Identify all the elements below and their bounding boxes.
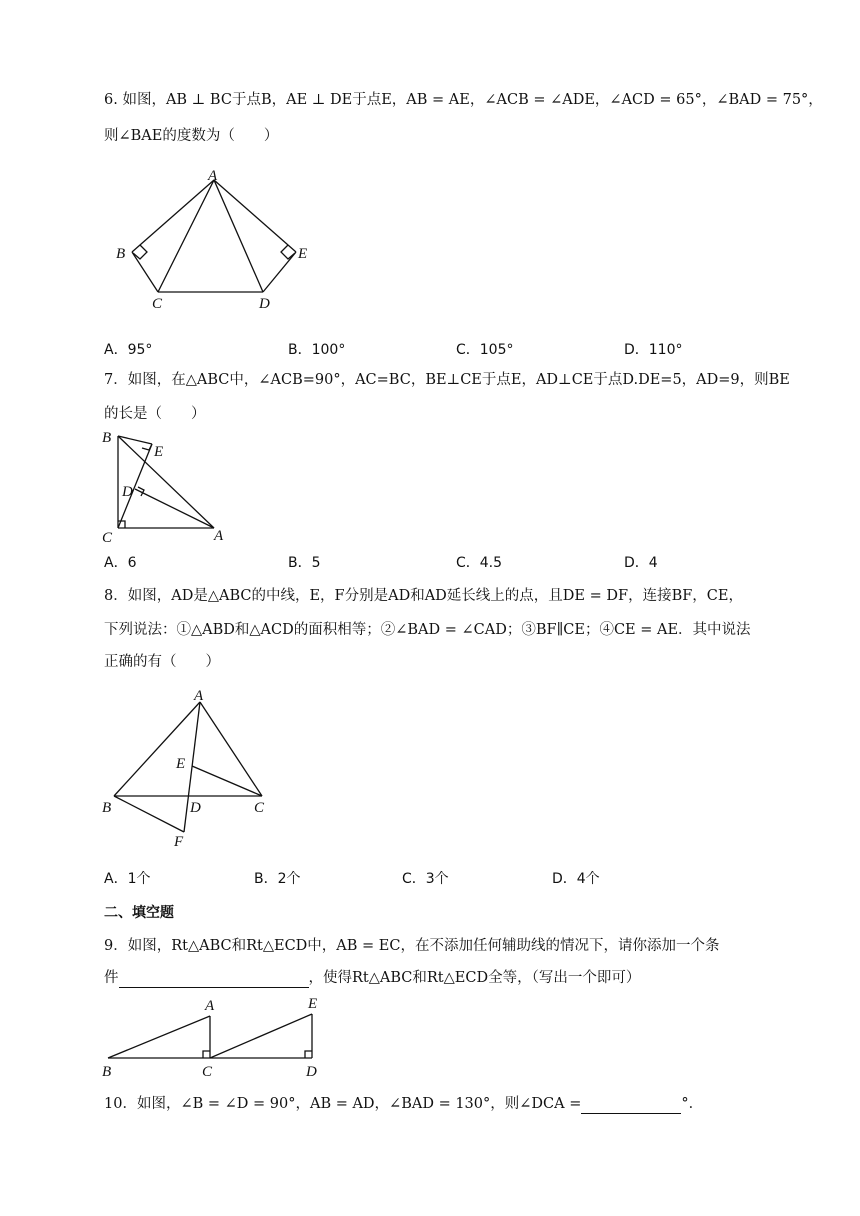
q8-label-e: E xyxy=(176,756,186,772)
q6-option-c: C．105° xyxy=(456,342,514,358)
q8-label-c: C xyxy=(254,800,265,816)
q6-label-c: C xyxy=(152,296,163,312)
q9-line2-pre: 件 xyxy=(104,970,119,986)
q6-label-b: B xyxy=(116,246,126,262)
q9-line2 xyxy=(104,968,640,988)
q6-figure xyxy=(110,168,310,312)
q6-line2: 则∠BAE的度数为（ ） xyxy=(104,128,279,144)
q9-label-c: C xyxy=(202,1064,213,1080)
q7-option-a: A．6 xyxy=(104,555,137,571)
q9-label-a: A xyxy=(205,998,215,1014)
q8-label-f: F xyxy=(174,834,184,850)
q8-figure xyxy=(100,684,300,854)
q10-answer-blank[interactable] xyxy=(581,1097,681,1114)
q8-label-d: D xyxy=(190,800,201,816)
q8-line1: 8．如图，AD是△ABC的中线，E，F分别是AD和AD延长线上的点，且DE = DF，连接BF，CE， xyxy=(104,588,743,604)
q7-option-b: B．5 xyxy=(288,555,321,571)
q6-line1: 6. 如图，AB ⊥ BC于点B，AE ⊥ DE于点E，AB = AE，∠ACB = ∠ADE，∠ACD = 65°，∠BAD = 75°， xyxy=(104,92,823,108)
q9-label-e: E xyxy=(308,996,318,1012)
q9-answer-blank[interactable] xyxy=(119,971,309,988)
q6-label-e: E xyxy=(298,246,308,262)
q7-line1: 7．如图，在△ABC中，∠ACB=90°，AC=BC，BE⊥CE于点E，AD⊥CE于点D.DE=5，AD=9，则BE xyxy=(104,372,790,388)
q7-label-c: C xyxy=(102,530,113,546)
q10-text-pre: 10．如图，∠B = ∠D = 90°，AB = AD，∠BAD = 130°，则∠DCA = xyxy=(104,1096,582,1112)
q7-label-d: D xyxy=(122,484,133,500)
q6-option-a: A．95° xyxy=(104,342,153,358)
q6-option-d: D．110° xyxy=(624,342,683,358)
q9-line1: 9．如图，Rt△ABC和Rt△ECD中，AB = EC，在不添加任何辅助线的情况下，请你添加一个条 xyxy=(104,938,720,954)
q8-line3: 正确的有（ ） xyxy=(104,654,220,670)
q9-label-d: D xyxy=(306,1064,317,1080)
q8-option-d: D．4个 xyxy=(552,871,600,887)
q10-text-post: °． xyxy=(681,1096,704,1112)
q9-line2-post: ，使得Rt△ABC和Rt△ECD全等，（写出一个即可） xyxy=(308,970,641,986)
q8-option-a: A．1个 xyxy=(104,871,151,887)
q8-label-b: B xyxy=(102,800,112,816)
q6-option-b: B．100° xyxy=(288,342,346,358)
q9-label-b: B xyxy=(102,1064,112,1080)
q8-line2: 下列说法：①△ABD和△ACD的面积相等；②∠BAD = ∠CAD；③BF∥CE；④CE = AE．其中说法 xyxy=(104,622,751,638)
q7-label-b: B xyxy=(102,430,112,446)
q7-line2: 的长是（ ） xyxy=(104,406,206,422)
q6-label-d: D xyxy=(259,296,270,312)
q8-option-b: B．2个 xyxy=(254,871,301,887)
q8-option-c: C．3个 xyxy=(402,871,449,887)
q7-option-d: D．4 xyxy=(624,555,658,571)
section-title-fill-in: 二、填空题 xyxy=(104,905,174,921)
q7-label-a: A xyxy=(214,528,224,544)
q9-figure xyxy=(100,996,330,1080)
q7-option-c: C．4.5 xyxy=(456,555,503,571)
q6-label-a: A xyxy=(208,168,218,184)
q10-line xyxy=(104,1094,703,1114)
q7-figure xyxy=(100,428,240,546)
q8-label-a: A xyxy=(194,688,204,704)
q7-label-e: E xyxy=(154,444,164,460)
